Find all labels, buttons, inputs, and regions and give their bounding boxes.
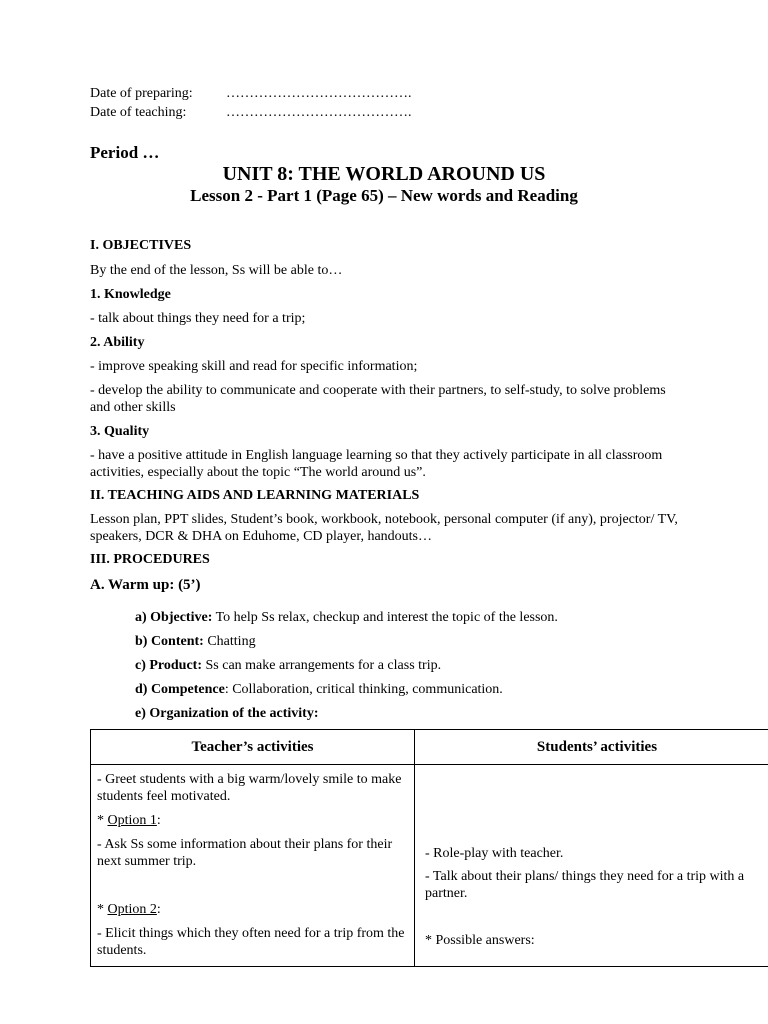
quality-heading: 3. Quality bbox=[90, 424, 150, 439]
ability-heading: 2. Ability bbox=[90, 335, 145, 350]
date-teaching-label: Date of teaching: bbox=[90, 105, 187, 120]
materials-heading: II. TEACHING AIDS AND LEARNING MATERIALS bbox=[90, 488, 420, 503]
greet-line-1: - Greet students with a big warm/lovely smile to make bbox=[97, 772, 402, 787]
option-1-line-1: - Ask Ss some information about their plans for their bbox=[97, 837, 393, 852]
unit-title: UNIT 8: THE WORLD AROUND US bbox=[222, 163, 546, 185]
talk-line-2: partner. bbox=[425, 886, 468, 901]
activities-table bbox=[90, 729, 768, 967]
period-label: Period … bbox=[90, 143, 160, 162]
option-1-line-2: next summer trip. bbox=[97, 854, 197, 869]
objective-line bbox=[135, 609, 558, 626]
date-preparing-label: Date of preparing: bbox=[90, 86, 193, 101]
students-column-header: Students’ activities bbox=[415, 730, 768, 765]
talk-line-1: - Talk about their plans/ things they need for a trip with a bbox=[425, 869, 745, 884]
option-2-line-1: - Elicit things which they often need for a trip from the bbox=[97, 926, 405, 941]
option-1-suffix: : bbox=[156, 813, 161, 828]
option-1-prefix: * bbox=[97, 813, 108, 828]
table-header-row bbox=[91, 730, 768, 765]
warmup-heading: A. Warm up: (5’) bbox=[90, 577, 201, 593]
table-row bbox=[91, 765, 768, 967]
competence-text: : Collaboration, critical thinking, communication. bbox=[224, 682, 503, 697]
objective-label: a) Objective: bbox=[135, 610, 213, 625]
possible-answers-label: * Possible answers: bbox=[425, 933, 535, 948]
quality-item-line-2: activities, especially about the topic “The world around us”. bbox=[90, 465, 426, 480]
ability-item-1: - improve speaking skill and read for specific information; bbox=[90, 359, 418, 374]
greet-line-2: students feel motivated. bbox=[97, 789, 231, 804]
knowledge-heading: 1. Knowledge bbox=[90, 287, 171, 302]
content-text: Chatting bbox=[203, 634, 256, 649]
option-2-suffix: : bbox=[156, 902, 161, 917]
knowledge-item: - talk about things they need for a trip; bbox=[90, 311, 306, 326]
teacher-activities-cell bbox=[91, 765, 415, 967]
date-teaching-value: …………………………………. bbox=[226, 105, 412, 120]
organization-label: e) Organization of the activity: bbox=[135, 706, 319, 721]
date-preparing-value: …………………………………. bbox=[226, 86, 412, 101]
content-line bbox=[135, 633, 256, 650]
objectives-intro: By the end of the lesson, Ss will be able to… bbox=[90, 263, 343, 278]
option-2-line-2: students. bbox=[97, 943, 147, 958]
materials-line-1: Lesson plan, PPT slides, Student’s book, workbook, notebook, personal computer (if any), projector/ TV, bbox=[90, 512, 678, 527]
competence-label: d) Competence bbox=[135, 682, 225, 697]
lesson-title: Lesson 2 - Part 1 (Page 65) – New words and Reading bbox=[190, 186, 578, 205]
ability-item-2-line-1: - develop the ability to communicate and cooperate with their partners, to self-study, to solve problems bbox=[90, 383, 666, 398]
product-label: c) Product: bbox=[135, 658, 202, 673]
roleplay-line: - Role-play with teacher. bbox=[425, 846, 564, 861]
quality-item-line-1: - have a positive attitude in English language learning so that they actively participate in all classroom bbox=[90, 448, 663, 463]
option-2-label-line bbox=[97, 901, 161, 918]
objectives-heading: I. OBJECTIVES bbox=[90, 238, 192, 253]
option-1-label-line bbox=[97, 812, 161, 829]
students-activities-cell bbox=[415, 765, 768, 967]
content-label: b) Content: bbox=[135, 634, 204, 649]
option-1-label: Option 1 bbox=[107, 813, 157, 828]
competence-line bbox=[135, 681, 503, 698]
teacher-column-header: Teacher’s activities bbox=[91, 730, 415, 765]
product-line bbox=[135, 657, 441, 674]
ability-item-2-line-2: and other skills bbox=[90, 400, 176, 415]
materials-line-2: speakers, DCR & DHA on Eduhome, CD player, handouts… bbox=[90, 529, 433, 544]
product-text: Ss can make arrangements for a class trip. bbox=[202, 658, 442, 673]
objective-text: To help Ss relax, checkup and interest the topic of the lesson. bbox=[212, 610, 558, 625]
option-2-prefix: * bbox=[97, 902, 108, 917]
option-2-label: Option 2 bbox=[107, 902, 157, 917]
procedures-heading: III. PROCEDURES bbox=[90, 552, 210, 567]
